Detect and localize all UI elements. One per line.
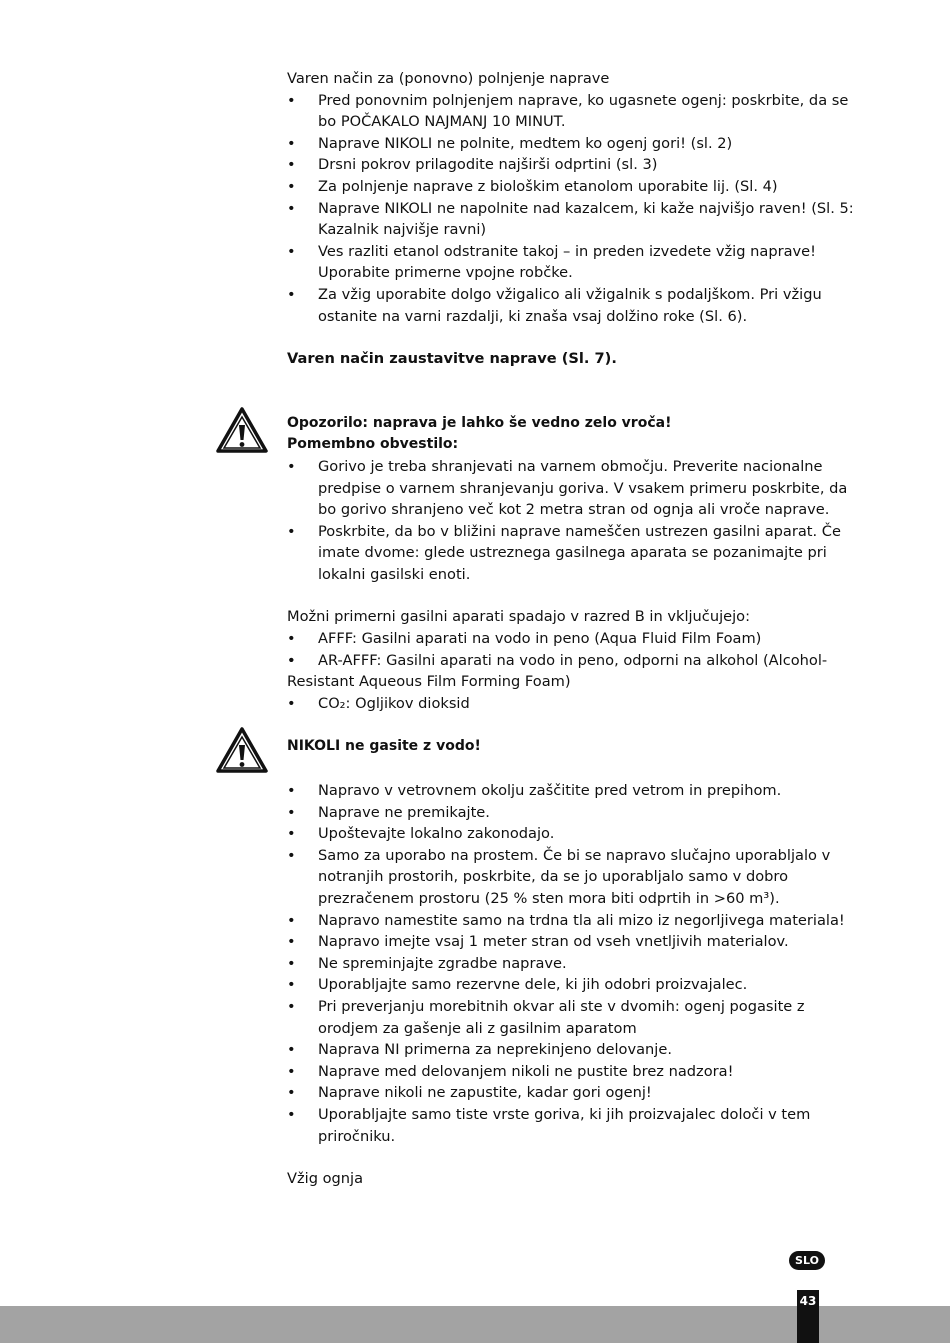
section-heading-shutdown: Varen način zaustavitve naprave (Sl. 7). xyxy=(287,350,617,368)
list-item: • Naprave nikoli ne zapustite, kadar gori ogenj! xyxy=(287,1082,869,1104)
warning-bullet-list xyxy=(287,456,869,586)
list-item: • Napravo namestite samo na trdna tla ali mizo iz negorljivega materiala! xyxy=(287,910,869,932)
list-item: • Napravo v vetrovnem okolju zaščitite pred vetrom in prepihom. xyxy=(287,780,869,802)
safety-rules-list xyxy=(287,780,869,1147)
list-item: • Uporabljajte samo tiste vrste goriva, ki jih proizvajalec določi v tem priročniku. xyxy=(287,1104,869,1147)
warning-triangle-icon xyxy=(216,727,268,773)
list-item: • Ves razliti etanol odstranite takoj – in preden izvedete vžig naprave! Uporabite primerne vpojne robčke. xyxy=(287,241,869,284)
list-item: • Poskrbite, da bo v bližini naprave nameščen ustrezen gasilni aparat. Če imate dvome: glede ustreznega gasilnega aparata se pozanimajte pri lokalni gasilski enoti. xyxy=(287,521,869,586)
document-body xyxy=(287,68,869,1190)
list-item: • Za vžig uporabite dolgo vžigalico ali vžigalnik s podaljškom. Pri vžigu ostanite na varni razdalji, ki znaša vsaj dolžino roke (Sl. 6). xyxy=(287,284,869,327)
list-item: • Naprave NIKOLI ne napolnite nad kazalcem, ki kaže najvišjo raven! (Sl. 5: Kazalnik najvišje ravni) xyxy=(287,198,869,241)
list-item: • Uporabljajte samo rezervne dele, ki jih odobri proizvajalec. xyxy=(287,974,869,996)
list-item: • Pri preverjanju morebitnih okvar ali ste v dvomih: ogenj pogasite z orodjem za gašenje ali z gasilnim aparatom xyxy=(287,996,869,1039)
list-item: • Napravo imejte vsaj 1 meter stran od vseh vnetljivih materialov. xyxy=(287,931,869,953)
extinguisher-intro: Možni primerni gasilni aparati spadajo v razred B in vključujejo: xyxy=(287,608,751,626)
list-item: • Ne spreminjajte zgradbe naprave. xyxy=(287,953,869,975)
list-item: • Samo za uporabo na prostem. Če bi se napravo slučajno uporabljalo v notranjih prostorih, poskrbite, da se jo uporabljalo samo v dobro prezračenem prostoru (25 % sten mora biti odprtih in >60 m³). xyxy=(287,845,869,910)
list-item: • Pred ponovnim polnjenjem naprave, ko ugasnete ogenj: poskrbite, da se bo POČAKALO NAJMANJ 10 MINUT. xyxy=(287,90,869,133)
list-item: • Naprave med delovanjem nikoli ne pustite brez nadzora! xyxy=(287,1061,869,1083)
language-badge: SLO xyxy=(789,1251,825,1270)
list-item: • Naprave NIKOLI ne polnite, medtem ko ogenj gori! (sl. 2) xyxy=(287,133,869,155)
section-heading-ignition: Vžig ognja xyxy=(287,1170,364,1188)
list-item: • Naprave ne premikajte. xyxy=(287,802,869,824)
warning-title: Opozorilo: naprava je lahko še vedno zelo vroča! xyxy=(287,414,672,431)
list-item: • • AR-AFFF: Gasilni aparati na vodo in peno, odporni na alkohol (Alcohol-Resistant Aqueous Film Forming Foam) xyxy=(287,650,869,693)
list-item: • Naprava NI primerna za neprekinjeno delovanje. xyxy=(287,1039,869,1061)
list-item-text: AR-AFFF: Gasilni aparati na vodo in peno, odporni na alkohol (Alcohol-Resistant Aqueous Film Forming Foam) xyxy=(287,651,828,691)
list-item: • Za polnjenje naprave z biološkim etanolom uporabite lij. (Sl. 4) xyxy=(287,176,869,198)
list-item: • Gorivo je treba shranjevati na varnem območju. Preverite nacionalne predpise o varnem shranjevanju goriva. V vsakem primeru poskrbite, da bo gorivo shranjeno več kot 2 metra stran od ognja ali vroče naprave. xyxy=(287,456,869,521)
list-item: • AFFF: Gasilni aparati na vodo in peno (Aqua Fluid Film Foam) xyxy=(287,628,869,650)
list-item: • Drsni pokrov prilagodite najširši odprtini (sl. 3) xyxy=(287,154,869,176)
list-item: • Upoštevajte lokalno zakonodajo. xyxy=(287,823,869,845)
refill-bullet-list xyxy=(287,90,869,328)
extinguisher-list xyxy=(287,628,869,714)
list-item: • CO₂: Ogljikov dioksid xyxy=(287,693,869,715)
page-number: 43 xyxy=(797,1290,819,1343)
warning-subtitle: Pomembno obvestilo: xyxy=(287,436,459,453)
section-heading-refill: Varen način za (ponovno) polnjenje naprave xyxy=(287,70,610,87)
water-warning-title: NIKOLI ne gasite z vodo! xyxy=(287,738,481,755)
warning-triangle-icon xyxy=(216,407,268,453)
